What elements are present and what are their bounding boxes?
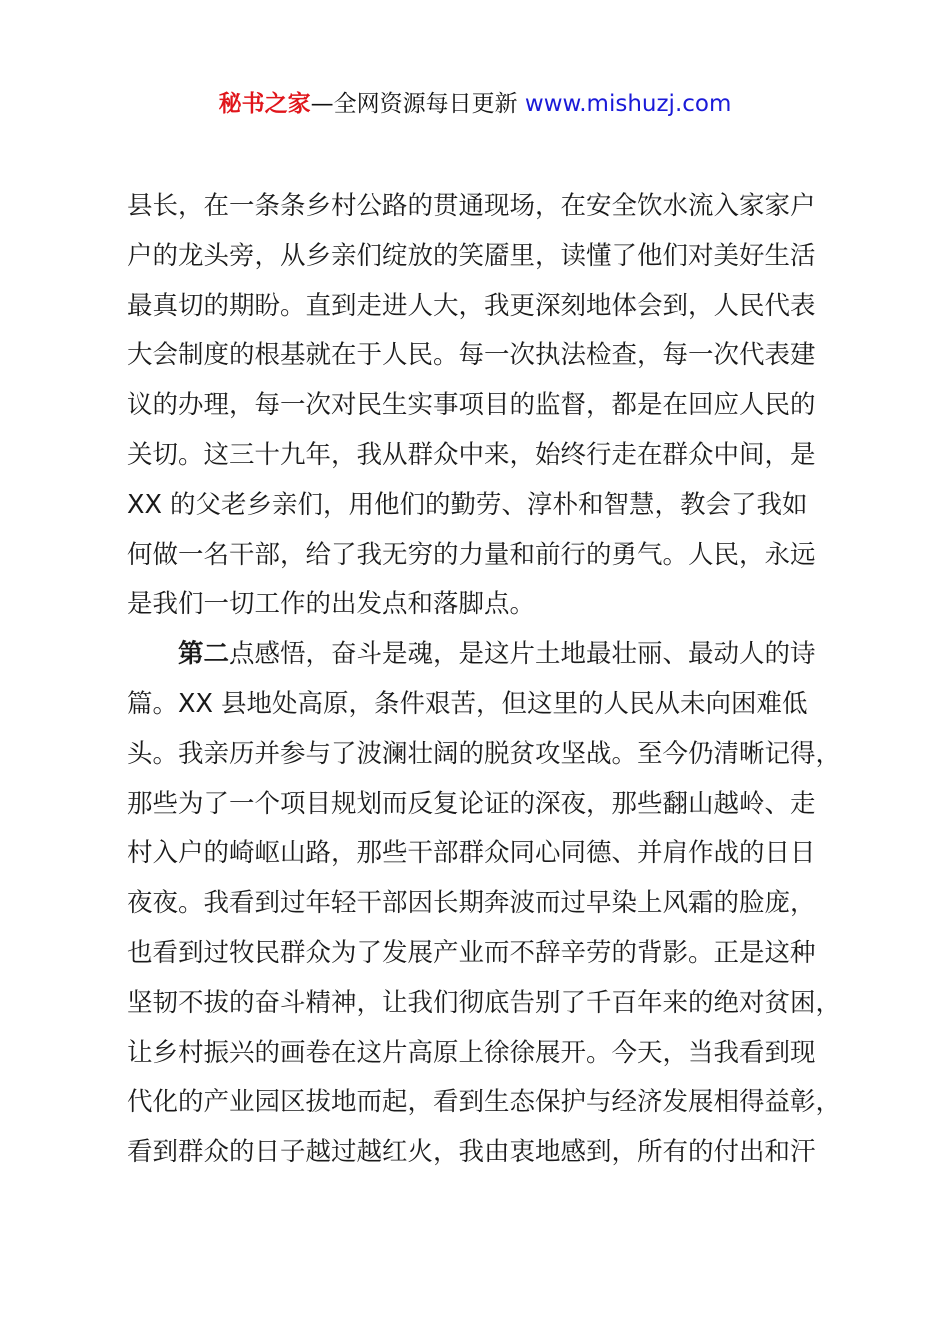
site-url-link[interactable]: www.mishuzj.com — [524, 91, 732, 117]
text-line: 村入户的崎岖山路，那些干部群众同心同德、并肩作战的日日 — [127, 838, 816, 869]
text-line: 也看到过牧民群众为了发展产业而不辞辛劳的背影。正是这种 — [127, 937, 816, 968]
text-line: 那些为了一个项目规划而反复论证的深夜，那些翻山越岭、走 — [127, 788, 816, 819]
text-line: 看到群众的日子越过越红火，我由衷地感到，所有的付出和汗 — [127, 1137, 816, 1168]
text-line: 大会制度的根基就在于人民。每一次执法检查，每一次代表建 — [127, 340, 816, 371]
paragraph-lead: 第二 — [178, 639, 230, 670]
header-slogan: —全网资源每日更新 — [310, 91, 518, 117]
paragraph-first-line — [127, 630, 847, 680]
text-line: 户的龙头旁，从乡亲们绽放的笑靥里，读懂了他们对美好生活 — [127, 240, 816, 271]
text-line: 代化的产业园区拔地而起，看到生态保护与经济发展相得益彰， — [127, 1087, 842, 1118]
text-line: XX 的父老乡亲们，用他们的勤劳、淳朴和智慧，教会了我如 — [127, 489, 808, 520]
text-line: 头。我亲历并参与了波澜壮阔的脱贫攻坚战。至今仍清晰记得， — [127, 738, 842, 769]
text-line: 坚韧不拔的奋斗精神，让我们彻底告别了千百年来的绝对贫困， — [127, 987, 842, 1018]
text-line: 议的办理，每一次对民生实事项目的监督，都是在回应人民的 — [127, 390, 816, 421]
text-line: 夜夜。我看到过年轻干部因长期奔波而过早染上风霜的脸庞， — [127, 888, 816, 919]
paragraph-first-line-text: 点感悟，奋斗是魂，是这片土地最壮丽、最动人的诗 — [229, 639, 816, 670]
text-line: 篇。XX 县地处高原，条件艰苦，但这里的人民从未向困难低 — [127, 688, 808, 719]
text-line: 关切。这三十九年，我从群众中来，始终行走在群众中间，是 — [127, 439, 816, 470]
text-line: 是我们一切工作的出发点和落脚点。 — [127, 589, 536, 620]
page-header — [0, 88, 950, 120]
text-line: 最真切的期盼。直到走进人大，我更深刻地体会到，人民代表 — [127, 290, 816, 321]
text-line: 县长，在一条条乡村公路的贯通现场，在安全饮水流入家家户 — [127, 191, 816, 221]
document-body — [127, 182, 847, 1178]
text-line: 何做一名干部，给了我无穷的力量和前行的勇气。人民，永远 — [127, 539, 816, 570]
brand-name: 秘书之家 — [218, 91, 311, 117]
text-line: 让乡村振兴的画卷在这片高原上徐徐展开。今天，当我看到现 — [127, 1037, 816, 1068]
